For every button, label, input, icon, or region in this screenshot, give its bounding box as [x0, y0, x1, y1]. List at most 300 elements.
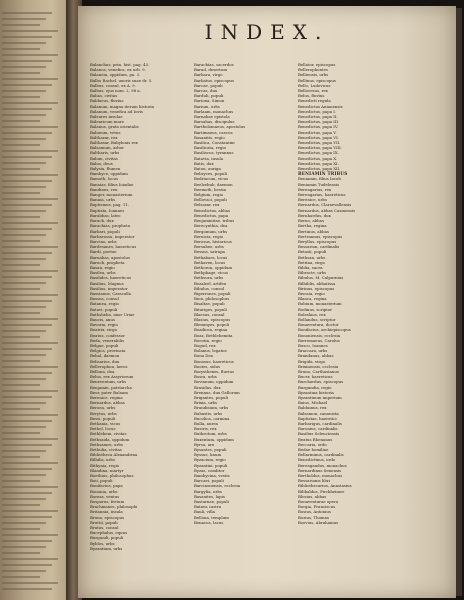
left-page-text-line	[2, 180, 52, 182]
index-entry: Buxentum, oppidum	[194, 436, 234, 442]
index-entry: Basilea, urbs	[90, 270, 116, 276]
index-entry: Bonaventura, doctor	[298, 322, 339, 328]
left-page-text-line	[2, 18, 46, 20]
index-entry: Basilides, haereticus	[90, 275, 131, 281]
index-entry: Basanitis, regio	[194, 134, 225, 140]
index-entry: Bedae homiliae	[298, 447, 329, 453]
index-entry: Berenice, regina	[90, 395, 123, 400]
page-edge	[456, 8, 462, 596]
index-entry: Bellinus, episcopus	[298, 77, 336, 83]
left-page-text-line	[2, 570, 46, 572]
left-page-text-line	[2, 396, 52, 398]
index-entry: Bauli, villa	[194, 509, 215, 515]
index-entry: Berno, abbas	[298, 218, 324, 224]
left-page-text-line	[2, 210, 46, 212]
left-page-text-line	[2, 588, 52, 590]
index-entry: Balsamon, canonista	[298, 410, 339, 416]
left-page-text-line	[2, 540, 52, 542]
index-entry: Borromaeus, Carolus	[298, 337, 340, 343]
index-entry: Brixia, urbs	[194, 400, 218, 406]
index-entry: Bonosus, haereticus	[194, 358, 234, 364]
index-entry: Balbus, consul, ex A. 9.	[90, 82, 136, 88]
index-entry: Bethphage, vicus	[194, 270, 228, 276]
left-page-text-line	[2, 462, 58, 464]
index-entry: Boleslaus, rex	[298, 311, 326, 317]
index-entry: Berengarius, rex	[298, 186, 332, 192]
index-entry: Byzantium, urbs	[90, 545, 123, 551]
index-entry: Bibracte, urbs	[298, 270, 327, 276]
index-entry: Byzantina historia	[298, 389, 334, 395]
index-entry: Benedictus, papa X.	[298, 155, 338, 161]
index-entry: Bibliotheca Alexandrina	[90, 452, 138, 458]
index-entry: Bethel, locus	[90, 426, 116, 432]
index-entry: Bethulia, civitas	[90, 447, 122, 453]
left-page-text-line	[2, 264, 40, 266]
index-entry: Beccaria, ordo	[298, 441, 327, 447]
left-page-text-line	[2, 492, 52, 494]
index-entry: Bathsheba, uxor Uriae	[90, 311, 135, 317]
index-entry: Byblos, urbs	[90, 540, 115, 546]
index-entry: Barachias, sacerdos	[194, 62, 234, 67]
index-entry: Berytus, urbs	[90, 410, 117, 416]
left-page-text-line	[2, 186, 46, 188]
index-entry: Batavi, populi	[90, 306, 118, 312]
index-entry: Beelzebub, daemon	[194, 181, 233, 187]
index-entry: Belus, rex Assyriorum	[90, 374, 134, 380]
index-entry: Brundisium, urbs	[194, 405, 229, 411]
index-entry: Barad, desertum	[194, 67, 228, 73]
index-entry: Balearicum mare	[90, 119, 124, 125]
left-page-text-line	[2, 444, 52, 446]
index-entry: Bessus, satrapa	[194, 249, 225, 255]
left-page-text-line	[2, 456, 40, 458]
index-entry: Bituriges, populi	[194, 306, 227, 312]
index-entry: Belliensis, urbs	[298, 72, 329, 78]
index-entry: Boeotia, regio	[194, 337, 222, 343]
index-entry: Bosporus, fretum	[90, 499, 125, 505]
index-entry: Basilica, Constantini	[194, 140, 235, 146]
index-entry: Baronius, cardinalis	[298, 426, 338, 432]
index-entry: Batavia, insula	[194, 155, 224, 161]
index-entry: Bethsan, urbs	[298, 254, 326, 260]
index-entry: Bessi, populi	[90, 415, 116, 421]
index-entry: Beroea, urbs	[90, 405, 116, 411]
left-page-text-line	[2, 312, 40, 314]
index-entry: Bardi, poetae	[90, 249, 117, 255]
index-entry: Bertha, regina	[298, 223, 327, 229]
index-column-2	[194, 62, 292, 582]
index-entry: Bithynia, regio	[90, 462, 120, 468]
index-entry: Balanchus, prin. hist. pag. 43.	[90, 62, 150, 67]
index-entry: Bandinus, rex	[90, 186, 118, 192]
index-entry: Bucer, haereticus	[298, 374, 333, 380]
index-entry: Bosco, Ioannes	[298, 342, 328, 348]
index-entry: Bezaleel, artifex	[194, 280, 227, 286]
left-page-text-line	[2, 432, 40, 434]
index-entry: Bibulus, M. Calpurnius	[298, 275, 344, 281]
left-page-text-line	[2, 450, 46, 452]
index-entry: Bonifacius, papa	[90, 483, 123, 489]
index-entry: Blemmyes, populi	[194, 322, 230, 328]
index-entry: Bernardus, abbas Casinensis	[298, 207, 356, 213]
index-entry: Barbarossa, imperator	[90, 233, 135, 239]
index-entry: Bernardinus Senensis	[298, 467, 342, 473]
left-page-text-line	[2, 102, 58, 104]
index-entry: Balysia, flumen	[90, 166, 121, 172]
index-entry: Berosus, historicus	[194, 238, 232, 244]
left-page-text-line	[2, 228, 52, 230]
left-page-text-line	[2, 408, 40, 410]
left-page-text-line	[2, 324, 52, 326]
index-entry: Balbus, ejus nom. 2, 98 a.	[90, 88, 141, 94]
index-entry: Bertrannus, episcopus	[298, 233, 343, 239]
index-entry: Banaias, filius Ioiadae	[90, 181, 134, 187]
index-entry: Braccara, urbs	[298, 348, 328, 354]
index-entry: Bilhildis, abbatissa	[298, 280, 336, 286]
index-entry: Bartholomaeus, apostolus	[194, 124, 246, 130]
left-page-text-line	[2, 318, 58, 320]
index-entry: Balbo Rachel, uxoris suae dr. 5.	[90, 77, 153, 83]
index-entry: Benedictus, papa III.	[298, 119, 340, 125]
index-entry: Batava castra	[194, 504, 222, 510]
index-entry: Balanum, magna iterum historia	[90, 103, 154, 109]
index-entry: Burgundi, populi	[90, 535, 124, 541]
index-entry: Balum, civitas	[90, 155, 118, 161]
index-entry: Bubastis, urbs	[194, 410, 223, 416]
index-entry: Barcae, populi	[194, 82, 223, 88]
left-page-text-line	[2, 552, 40, 554]
left-page-text-line	[2, 90, 46, 92]
index-entry: Byzas, conditor	[194, 467, 225, 473]
page-header: INDEX.	[204, 20, 330, 44]
index-entry: Barduli, populi	[194, 93, 224, 99]
left-page-text-line	[2, 42, 46, 44]
index-entry: Bucolica, carmina	[194, 415, 230, 421]
left-page-text-line	[2, 576, 40, 578]
left-page-text-line	[2, 510, 58, 512]
index-entry: Bangor, monasterium	[90, 192, 133, 198]
index-entry: Baptista, Ioannes	[90, 207, 125, 213]
index-entry: Bethaven, locus	[194, 259, 226, 265]
index-entry: Benjaminitae, tribus	[194, 218, 235, 224]
index-entry: Bysantes, populi	[194, 447, 227, 453]
left-page-text-line	[2, 120, 40, 122]
index-entry: Baius, Michael	[298, 400, 328, 406]
index-entry: Byssus, linum	[194, 452, 222, 458]
index-entry: Bersabee, urbs	[194, 244, 224, 250]
index-entry: Balthazar, rex	[90, 134, 118, 140]
index-entry: Bobium, monasterium	[298, 301, 342, 307]
index-entry: Balanum, venefica ad Iovis	[90, 108, 143, 114]
index-entry: Berenice, urbs	[298, 197, 327, 203]
left-page-text-line	[2, 234, 46, 236]
left-page-text-line	[2, 336, 40, 338]
left-page-text-line	[2, 516, 52, 518]
index-entry: Basilius Seleuciensis	[298, 431, 340, 437]
index-entry: Barach, dux	[90, 218, 114, 224]
left-page-text-line	[2, 378, 46, 380]
index-entry: Basilius, Magnus	[90, 280, 124, 286]
index-entry: Barlaam, monachus	[194, 108, 234, 114]
index-entry: Bettina, virgo	[298, 259, 325, 265]
index-entry: Basan, regio	[90, 264, 115, 270]
index-entry: Benacus, lacus	[194, 519, 224, 525]
index-entry: Brandanus, abbas	[298, 353, 334, 359]
index-entry: Baptismus, pag. 11.	[90, 202, 130, 208]
index-entry: Balduinus, rex	[298, 405, 327, 411]
index-entry: Bethsura, urbs	[194, 275, 224, 281]
index-column-1	[90, 62, 188, 582]
left-page-text-line	[2, 534, 58, 536]
index-entry: Brigida, virgo	[298, 358, 326, 364]
index-entry: Benedictus, papa I.	[298, 108, 337, 114]
index-entry: Bessarionis libri	[298, 478, 330, 484]
index-entry: Bernardus, abbas	[90, 400, 125, 406]
index-entry: Berecynthia, dea	[194, 223, 228, 229]
left-page-text-line	[2, 168, 40, 170]
index-entry: Bosra, urbs	[194, 374, 217, 380]
index-entry: Bernicia, regio	[194, 233, 224, 239]
index-entry: Bulla, aurea	[194, 421, 218, 427]
index-entry: Bethoron, oppidum	[194, 264, 233, 270]
index-entry: Balneum, vetus	[90, 129, 121, 135]
right-page	[78, 6, 456, 598]
index-entry: Bertinus, abbas	[298, 228, 329, 234]
index-entry: Bolanus, legatus	[194, 348, 227, 354]
index-entry: Bisaltae, populi	[194, 301, 225, 307]
index-entry: Berengaudus, monachus	[298, 462, 347, 468]
index-entry: Byrsa, arx	[194, 441, 215, 447]
index-entry: Boreas, ventus	[90, 493, 120, 499]
index-entry: Balanca, venefica, ex urb. 9.	[90, 67, 146, 73]
index-entry: Baleares insulae	[90, 114, 123, 120]
index-entry: Beniamin, filius Iacob	[298, 176, 341, 182]
index-entry: Barium, urbs	[194, 103, 220, 109]
index-entry: Belgium, regio	[194, 192, 224, 198]
index-entry: Balthasar, Babylonis rex	[90, 140, 138, 146]
index-entry: Burchardus, episcopus	[298, 379, 344, 385]
index-entry: Bamoth, locus	[90, 176, 119, 182]
index-entry: Beemoth, bestia	[194, 186, 226, 192]
index-entry: Barsabas, discipulus	[194, 119, 235, 125]
index-entry: Boii, populi	[90, 478, 113, 484]
index-entry: Batis, dux	[194, 160, 214, 166]
index-entry: Berengarius, haereticus	[298, 192, 346, 198]
left-page-text-line	[2, 438, 58, 440]
left-page-text-line	[2, 372, 52, 374]
index-entry: Buthrotum, urbs	[194, 431, 227, 437]
index-entry: Beatus, confessor	[90, 332, 125, 338]
index-entry: Beor, pater Balaam	[90, 389, 128, 395]
left-page-text-line	[2, 582, 58, 584]
left-page-text-line	[2, 384, 40, 386]
index-entry: Blasius, episcopus	[194, 316, 231, 322]
index-entry: Bavaria, regio	[90, 322, 118, 328]
left-page-text-line	[2, 288, 40, 290]
index-entry: Biblia, sacra	[298, 264, 323, 270]
left-page-text-line	[2, 174, 58, 176]
index-entry: Benedictinus, ordo	[298, 457, 336, 463]
index-entry: Blandina, martyr	[90, 467, 124, 473]
index-entry: Byzacium, regio	[194, 457, 226, 463]
left-page-text-line	[2, 162, 46, 164]
left-page-text-line	[2, 354, 46, 356]
index-entry: Benedictus, abbas	[194, 207, 231, 213]
index-entry: Beda, venerabilis	[90, 337, 125, 343]
index-entry: Bellona, dea	[90, 368, 115, 374]
left-page-text-line	[2, 108, 52, 110]
left-page-text-line	[2, 240, 40, 242]
index-entry: BENIAMIN TRIBUS	[298, 171, 348, 177]
index-entry: Balus, deus	[90, 160, 113, 166]
index-entry: Bilbilis, urbs	[90, 457, 115, 463]
index-entry: Beatus Rhenanus	[298, 436, 333, 442]
index-entry: Bruno, episcopus	[90, 514, 125, 520]
index-entry: Byzantinum imperium	[298, 395, 342, 400]
left-page-text-line	[2, 366, 58, 368]
left-page-text-line	[2, 192, 40, 194]
left-page-text-line	[2, 402, 46, 404]
index-entry: Benedictus, papa VII.	[298, 140, 341, 146]
left-page-text-line	[2, 252, 52, 254]
left-page-text-line	[2, 24, 40, 26]
index-entry: Bassianus, Caracalla	[90, 290, 131, 296]
index-entry: Benedictus, papa II.	[298, 114, 338, 120]
index-entry: Barbara, virgo	[194, 72, 223, 78]
left-page-text-line	[2, 144, 40, 146]
index-entry: Bellarminus, cardinalis	[298, 452, 344, 458]
left-page-text-line	[2, 114, 46, 116]
index-entry: Bardesanes, haereticus	[90, 244, 137, 250]
index-entry: Benedictus Anianensis	[298, 103, 343, 109]
index-entry: Bzovius, Abrahamus	[298, 519, 339, 525]
index-entry: Betasii, populi	[298, 249, 327, 255]
index-entry: Barcaei, populi	[194, 478, 224, 484]
left-page-text-line	[2, 504, 40, 506]
left-page-text-line	[2, 426, 46, 428]
index-entry: Batanea, regio	[90, 301, 119, 307]
index-entry: Bethsaida, oppidum	[90, 436, 130, 442]
index-entry: Benjamin, patriarcha	[90, 384, 132, 390]
left-page-text-line	[2, 126, 58, 128]
index-entry: Basiliscus, tyrannus	[194, 150, 234, 156]
index-entry: Benedictus, papa IX.	[298, 150, 339, 156]
index-entry: Bethsames, urbs	[90, 441, 123, 447]
index-entry: Brachmanes, philosophi	[90, 504, 138, 510]
index-entry: Boaz, Bethlehemita	[194, 332, 233, 338]
left-page-text-line	[2, 348, 52, 350]
index-entry: Barnabas, apostolus	[90, 254, 130, 260]
left-page-text-line	[2, 282, 46, 284]
index-entry: Balaneia, oppidum, pa. 3.	[90, 72, 141, 78]
left-page-text-line	[2, 72, 40, 74]
index-entry: Belgae, populi	[90, 342, 119, 348]
index-entry: Bartimaeus, caecus	[194, 129, 233, 135]
index-entry: Bellerophon, heros	[90, 363, 128, 369]
index-entry: Blaesus, consul	[194, 311, 225, 317]
index-entry: Bruno, Carthusianus	[298, 368, 339, 374]
index-column-3	[298, 62, 404, 582]
left-page	[0, 0, 74, 600]
index-entry: Bellovesus, rex	[298, 88, 328, 94]
index-entry: Barcinonensis, ecclesia	[194, 483, 241, 489]
index-entry: Benedictus, papa XI.	[298, 160, 339, 166]
index-entry: Bellator, episcopus	[298, 62, 336, 67]
index-entry: Barbari, populi	[90, 228, 120, 234]
left-page-text-line	[2, 132, 52, 134]
index-entry: Bannia, urbs	[90, 197, 116, 203]
index-entry: Bellerophontes	[298, 67, 328, 73]
index-entry: Borysthenes, fluvius	[194, 368, 234, 374]
index-entry: Balias, civitas	[90, 93, 118, 99]
index-entry: Barbatus, episcopus	[194, 77, 234, 83]
index-entry: Bethabara, locus	[194, 254, 228, 260]
index-entry: Blanca, regina	[298, 296, 327, 302]
index-entry: Balsamum, arbor	[90, 145, 124, 151]
index-entry: Burgundia, regio	[298, 384, 332, 390]
index-entry: Bogud, rex	[194, 342, 216, 348]
index-entry: Brigantes, populi	[194, 395, 228, 400]
index-entry: Brixinensis, ecclesia	[298, 363, 339, 369]
left-page-text-line	[2, 522, 46, 524]
left-page-text-line	[2, 486, 58, 488]
index-entry: Brutus, consul	[90, 525, 119, 531]
index-entry: Bethania, vicus	[90, 421, 121, 427]
index-entry: Bastarnae, populi	[194, 499, 229, 505]
index-entry: Belisarius, dux	[90, 358, 120, 364]
index-entry: Baucis, anus	[90, 316, 115, 322]
left-page-text-line	[2, 564, 52, 566]
index-entry: Bellovaci, populi	[194, 197, 227, 203]
left-page-text-line	[2, 414, 58, 416]
index-entry: Barcas, dux	[194, 88, 218, 94]
index-entry: Bedriacum, vicus	[194, 176, 229, 182]
index-entry: Boethius, philosophus	[90, 473, 134, 479]
index-entry: Bertholdus, monachus	[298, 473, 343, 479]
index-entry: Barachias, propheta	[90, 223, 130, 229]
index-entry: Bodinus, scriptor	[298, 306, 332, 312]
left-page-text-line	[2, 474, 46, 476]
index-entry: Beryllus, episcopus	[298, 238, 337, 244]
index-entry: Balanus, grata orientalis	[90, 124, 139, 130]
index-entry: Bonifacius, archiepiscopus	[298, 327, 351, 333]
index-entry: Beniamin Tudelensis	[298, 181, 340, 187]
index-entry: Bilibaldus, Pirckheimer	[298, 488, 345, 494]
left-page-text-line	[2, 342, 58, 344]
left-page-text-line	[2, 30, 58, 32]
index-entry: Bosius, Antonius	[298, 509, 331, 515]
index-entry: Busiris, rex	[194, 426, 217, 432]
left-page-text-line	[2, 546, 46, 548]
index-entry: Bebryces, populi	[194, 171, 227, 177]
index-entry: Benedictus, papa VI.	[298, 134, 339, 140]
left-page-text-line	[2, 390, 58, 392]
left-page-text-line	[2, 360, 40, 362]
left-page-text-line	[2, 12, 52, 14]
index-entry: Barabbas, latro	[90, 212, 121, 218]
index-entry: Bion, philosophus	[194, 296, 230, 302]
index-entry: Bambyce, oppidum	[90, 171, 128, 177]
left-page-text-line	[2, 246, 58, 248]
left-page-text-line	[2, 150, 58, 152]
index-entry: Bonaventurae opera	[298, 499, 339, 505]
left-page-text-line	[2, 276, 52, 278]
index-entry: Baton, auriga	[194, 166, 221, 172]
left-page-text-line	[2, 222, 58, 224]
left-page-text-line	[2, 84, 52, 86]
index-entry: Basanites, lapis	[194, 493, 225, 499]
left-page-text-line	[2, 300, 52, 302]
